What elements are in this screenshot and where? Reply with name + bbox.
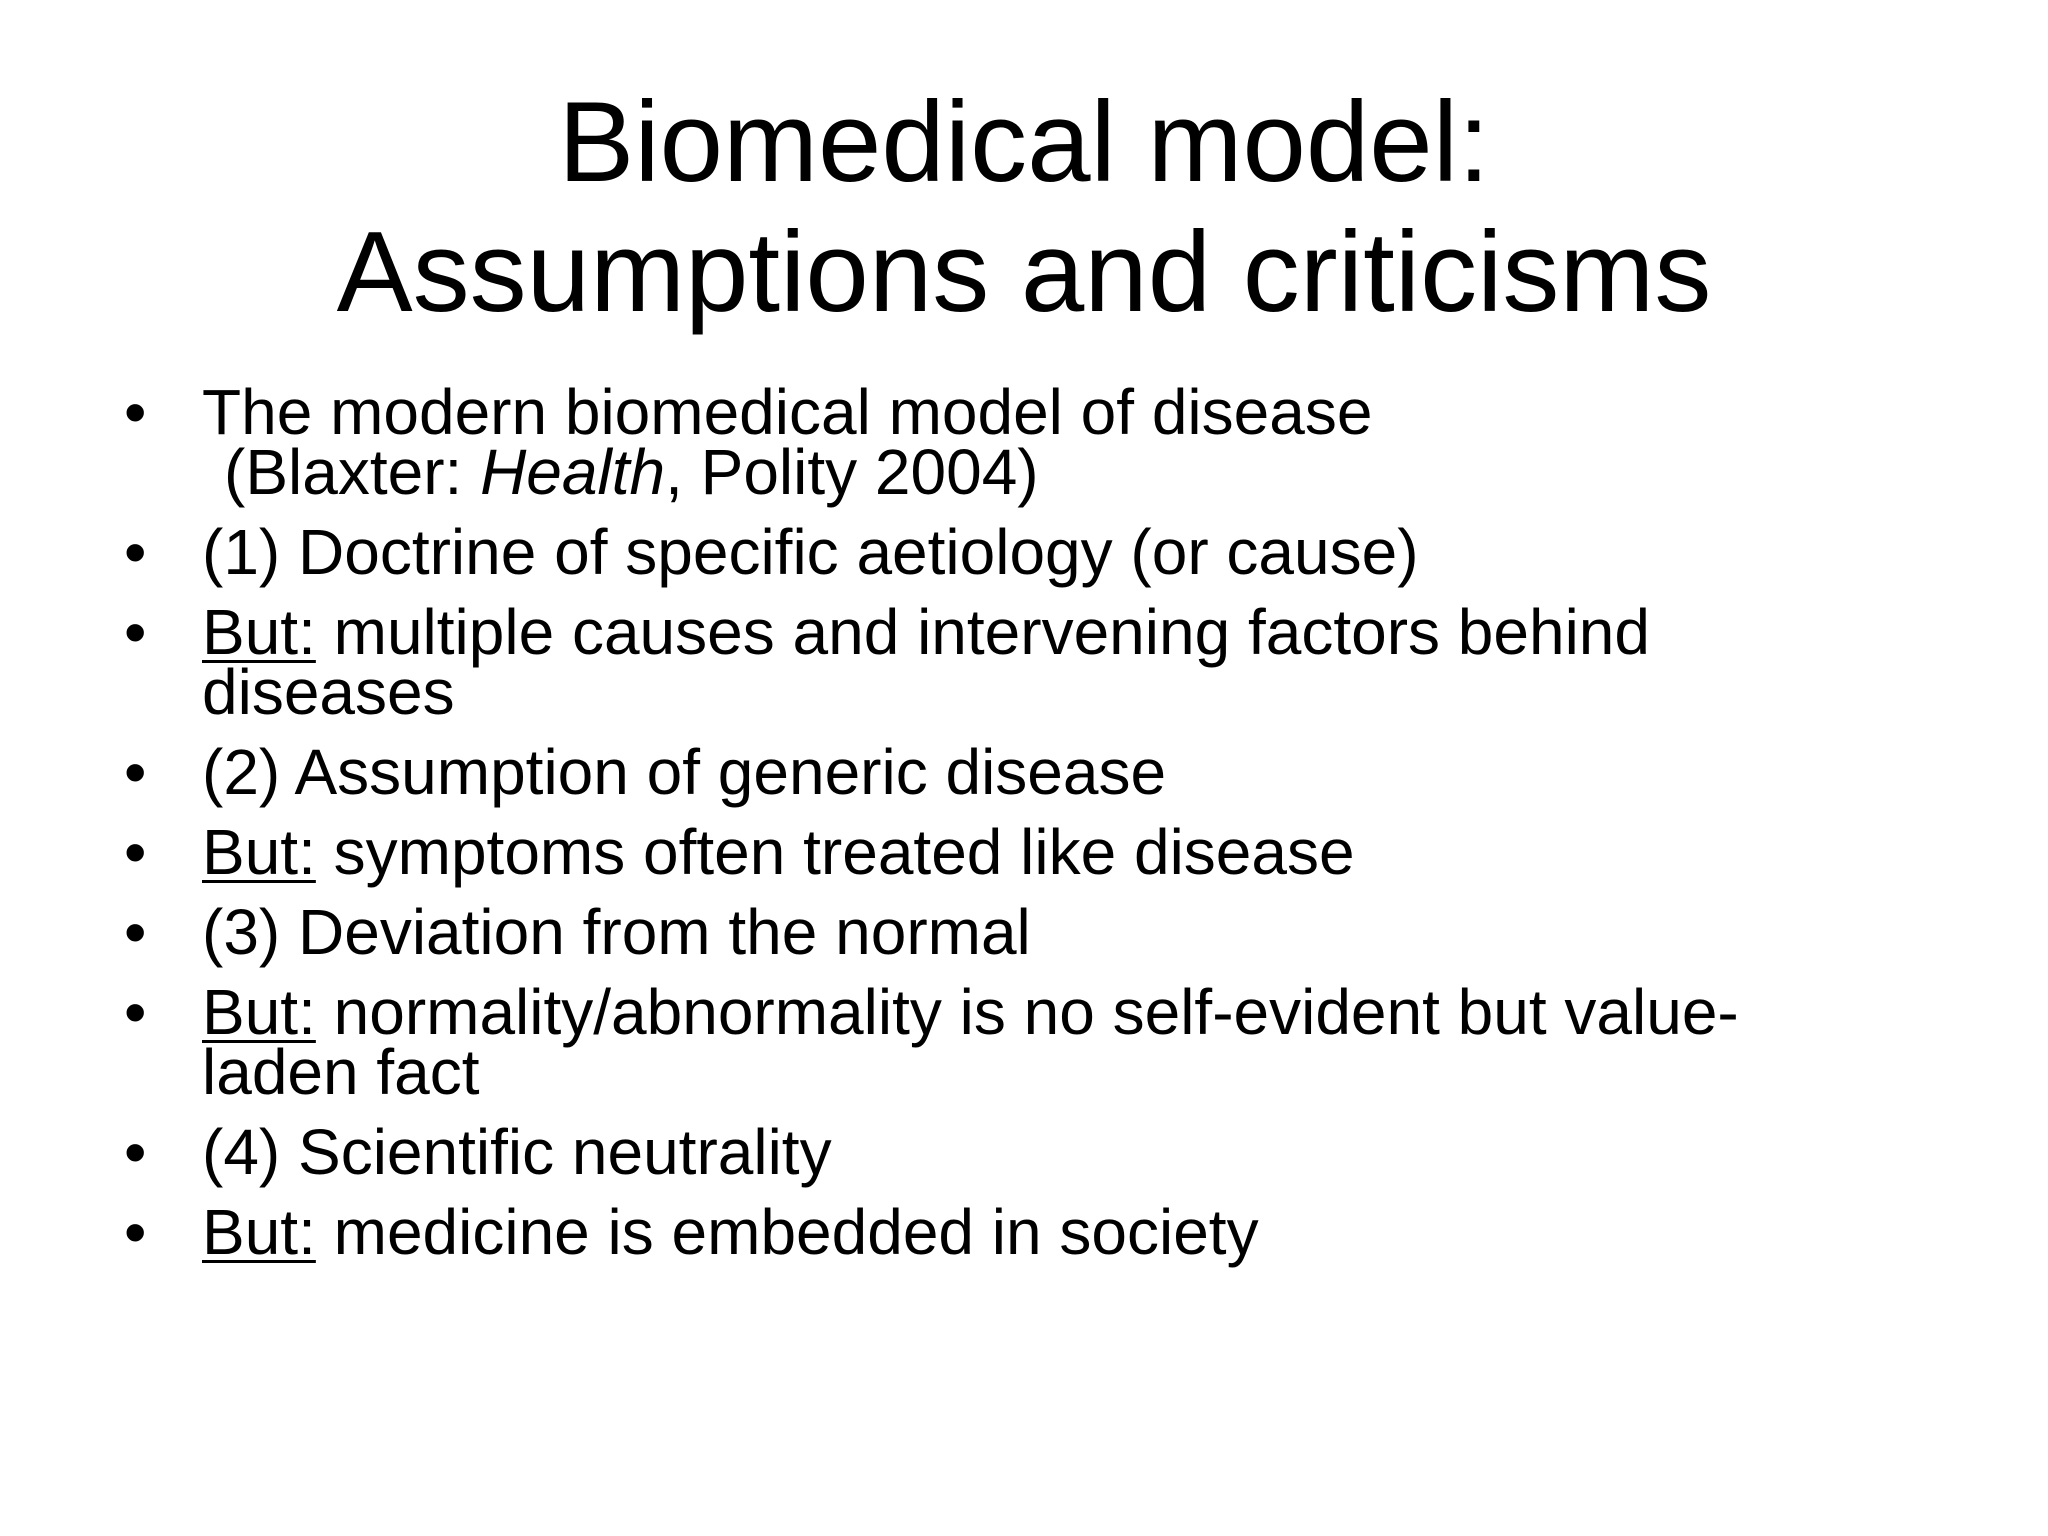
but-label: But: [202, 816, 316, 888]
bullet-text: normality/abnormality is no self-evident but value- [315, 976, 1739, 1048]
bullet-item-specific-aetiology [120, 516, 1980, 588]
bullet-item-biomedical-model [120, 376, 1980, 508]
bullet-icon: • [124, 516, 147, 588]
bullet-text-line-1 [202, 976, 1980, 1048]
but-label: But: [202, 976, 316, 1048]
bullet-text-line-1 [202, 596, 1980, 668]
bullet-icon: • [124, 816, 147, 888]
citation-title: Health [480, 436, 666, 508]
bullet-text: (3) Deviation from the normal [202, 896, 1031, 968]
bullet-item-multiple-causes [120, 596, 1980, 728]
but-label: But: [202, 596, 316, 668]
bullet-item-scientific-neutrality [120, 1116, 1980, 1188]
bullet-icon: • [124, 1196, 147, 1268]
bullet-text: (1) Doctrine of specific aetiology (or cause) [202, 516, 1419, 588]
bullet-text: multiple causes and intervening factors behind [315, 596, 1650, 668]
bullet-text: medicine is embedded in society [315, 1196, 1259, 1268]
bullet-text: The modern biomedical model of disease [202, 376, 1373, 448]
bullet-list [120, 376, 1980, 1282]
bullet-item-generic-disease [120, 736, 1980, 808]
bullet-icon: • [124, 376, 147, 448]
bullet-icon: • [124, 736, 147, 808]
bullet-item-normality [120, 976, 1980, 1108]
bullet-icon: • [124, 896, 147, 968]
bullet-text-line-2: diseases [202, 656, 455, 728]
bullet-icon: • [124, 596, 147, 668]
bullet-icon: • [124, 1116, 147, 1188]
slide-title-line-1: Biomedical model: [558, 79, 1490, 206]
but-label: But: [202, 1196, 316, 1268]
bullet-text: symptoms often treated like disease [315, 816, 1355, 888]
bullet-text-line-1 [202, 1196, 1980, 1268]
slide-title [0, 78, 2048, 338]
bullet-text: (2) Assumption of generic disease [202, 736, 1167, 808]
bullet-text: (4) Scientific neutrality [202, 1116, 832, 1188]
citation-suffix: , Polity 2004) [665, 436, 1039, 508]
bullet-item-deviation-normal [120, 896, 1980, 968]
bullet-text-line-2: laden fact [202, 1036, 480, 1108]
citation-line [202, 436, 1980, 508]
bullet-icon: • [124, 976, 147, 1048]
slide-title-line-2: Assumptions and criticisms [336, 209, 1712, 336]
bullet-item-embedded-in-society [120, 1196, 1980, 1268]
bullet-item-symptoms [120, 816, 1980, 888]
bullet-text-line-1 [202, 816, 1980, 888]
citation-prefix: (Blaxter: [224, 436, 481, 508]
